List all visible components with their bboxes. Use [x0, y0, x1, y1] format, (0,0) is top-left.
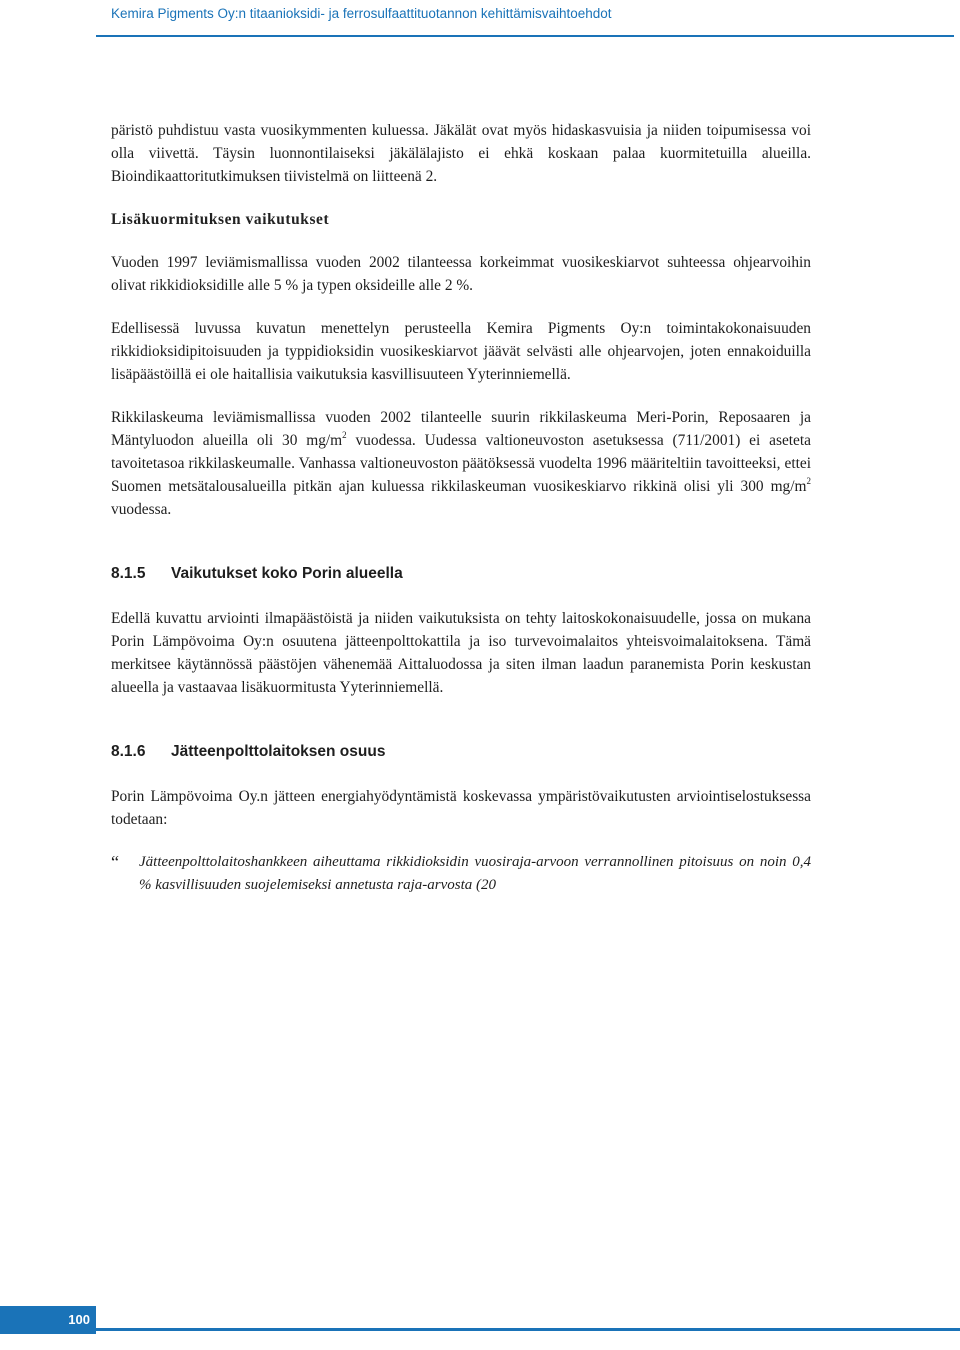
paragraph-lampovoima: Porin Lämpövoima Oy.n jätteen energiahyödyntämistä koskevassa ympäristövaikutusten arviointiselostuksessa todetaan:: [111, 788, 811, 828]
section-heading-815: [111, 563, 811, 585]
page-header: [0, 0, 960, 38]
rikkilaskeuma-text-c: vuodessa.: [111, 501, 172, 518]
section-number: 8.1.6: [111, 743, 146, 760]
subheading-lisakuormitus: Lisäkuormituksen vaikutukset: [111, 211, 330, 228]
header-rule: [96, 35, 954, 37]
paragraph-leviamismalli: Vuoden 1997 leviämismallissa vuoden 2002 tilanteessa korkeimmat vuosikeskiarvot suhteessa ohjearvoihin olivat rikkidioksidille alle 5 % ja typen oksideille alle 2 %.: [111, 254, 811, 294]
paragraph-porin-alue: Edellä kuvattu arviointi ilmapäästöistä ja niiden vaikutuksista on tehty laitoskokonaisuudelle, jossa on mukana Porin Lämpövoima Oy:n osuutena jätteenpolttokattila ja iso turvevoimalaitos yhteisvoimalaitoksena. Tämä merkitsee käytännössä päästöjen vähenemää Aittaluodossa ja siten ilman laadun paranemista Porin keskustan alueella ja vastaavaa lisäkuormitusta Yyterinniemellä.: [111, 610, 811, 696]
rikkilaskeuma-text-b: vuodessa. Uudessa valtioneuvoston asetuksessa (711/2001) ei aseteta tavoitetasoa rikkilaskeumalle. Vanhassa valtioneuvoston päätöksessä vuodelta 1996 määriteltiin tavoitteeksi, ettei Suomen metsätalousalueilla pitkän ajan kuluessa rikkilaskeuman vuosikeskiarvo rikkinä olisi yli 300 mg/m: [111, 432, 811, 495]
footer-rule: [0, 1328, 960, 1331]
running-title: Kemira Pigments Oy:n titaanioksidi- ja ferrosulfaattituotannon kehittämisvaihtoehdot: [111, 6, 612, 21]
section-title: Vaikutukset koko Porin alueella: [171, 565, 403, 582]
section-heading-816: [111, 741, 811, 763]
rikkilaskeuma-text-a: Rikkilaskeuma leviämismallissa vuoden 2002 tilanteelle suurin rikkilaskeuma Meri-Porin, Reposaaren ja Mäntyluodon alueilla oli 30 mg/m: [111, 409, 811, 449]
superscript-2: 2: [806, 475, 811, 486]
paragraph-intro: päristö puhdistuu vasta vuosikymmenten kuluessa. Jäkälät ovat myös hidaskasvuisia ja niiden toipumisessa voi olla viivettä. Täysin luonnontilaiseksi jäkälälajisto ei ehkä koskaan palaa kuormitetuilla alueilla. Bioindikaattoritutkimuksen tiivistelmä on liitteenä 2.: [111, 122, 811, 185]
page-number-box: [0, 1306, 96, 1334]
quote-mark: “: [111, 852, 119, 872]
paragraph-rikkilaskeuma: [111, 406, 811, 521]
section-number: 8.1.5: [111, 565, 146, 582]
quotation-block: [111, 851, 811, 897]
section-title: Jätteenpolttolaitoksen osuus: [171, 743, 386, 760]
quotation-text: Jätteenpolttolaitoshankkeen aiheuttama rikkidioksidin vuosiraja-arvoon verrannollinen pitoisuus on noin 0,4 % kasvillisuuden suojelemiseksi annetusta raja-arvosta (20: [139, 854, 811, 893]
page-number: 100: [68, 1312, 90, 1327]
main-content: [111, 119, 811, 897]
superscript-2: 2: [342, 429, 347, 440]
paragraph-edellisessa: Edellisessä luvussa kuvatun menettelyn perusteella Kemira Pigments Oy:n toimintakokonaisuuden rikkidioksidipitoisuuden ja typpidioksidin vuosikeskiarvot jäävät selvästi alle ohjearvojen, joten ennakoiduilla lisäpäästöillä ei ole haitallisia vaikutuksia kasvillisuuteen Yyterinniemellä.: [111, 320, 811, 383]
